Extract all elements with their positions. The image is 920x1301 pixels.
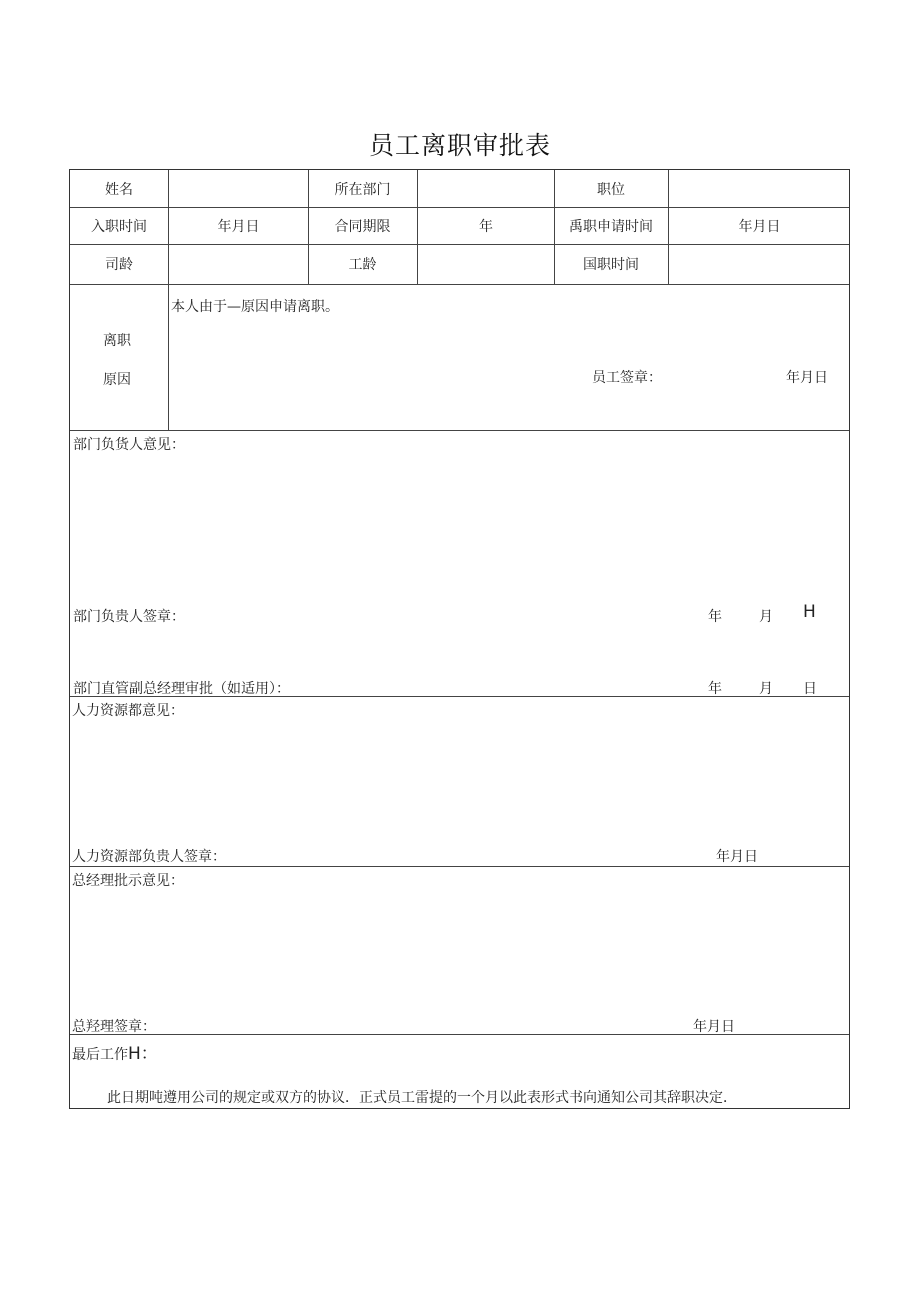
reason-statement[interactable]: 本人由于—原因申请离职。 [171,299,339,315]
work-age-field[interactable] [418,244,554,284]
dept-opinion-label: 部门负货人意见： [73,437,185,453]
vp-approval-year: 年 [708,681,722,697]
employee-signature-label: 员工签章： [592,370,662,386]
apply-date-field[interactable]: 年月日 [738,218,781,235]
work-age-label: 工龄 [348,257,377,273]
position-label: 职位 [597,181,625,198]
dept-signature-year: 年 [708,609,722,625]
leave-date-field[interactable] [669,244,850,284]
gm-signature-date: 年月日 [693,1019,735,1035]
department-label: 所在部门 [334,181,391,198]
contract-term-label: 合同期限 [334,218,391,235]
hr-opinion-label: 人力资源都意见： [72,703,184,719]
hire-date-field[interactable]: 年月日 [217,218,260,235]
vp-approval-label: 部门直管副总经理审批（如适用）： [73,681,290,697]
hr-signature-date: 年月日 [716,849,758,865]
department-field[interactable] [418,170,554,207]
row-divider [70,284,849,285]
name-field[interactable] [169,170,308,207]
gm-opinion-label: 总经理批示意见： [72,873,184,889]
reason-label-line2: 原因 [103,372,131,388]
vp-approval-day: 日 [803,681,817,697]
gm-signature-label: 总羟理签章： [72,1019,156,1035]
dept-signature-month: 月 [759,609,773,625]
resignation-form [69,169,850,1109]
reason-label-line1: 离职 [103,333,131,349]
leave-date-label: 国职时间 [583,257,639,273]
last-day-label [72,1039,158,1064]
contract-term-field[interactable]: 年 [479,218,493,235]
row-divider [70,866,849,867]
row-divider [70,430,849,431]
seniority-field[interactable] [169,244,308,284]
seniority-label: 司龄 [105,257,133,273]
hire-date-label: 入职时间 [91,218,147,235]
position-field[interactable] [669,170,850,207]
last-day-label-suffix: H： [128,1044,158,1064]
apply-date-label: 禹职申请时间 [569,218,653,235]
hr-signature-label: 人力资源部负贵人签章： [72,849,226,865]
employee-signature-date: 年月日 [786,370,828,386]
name-label: 姓名 [105,181,133,198]
last-day-label-prefix: 最后工作 [72,1047,128,1063]
last-day-note: 此日期吨遵用公司的规定或双方的协议．正式员工雷提的一个月以此表形式书向通知公司其辞职决定． [107,1090,737,1106]
vp-approval-month: 月 [759,681,773,697]
dept-signature-label: 部门负贵人签章： [73,609,185,625]
page-title: 员工离职审批表 [368,131,551,160]
dept-signature-day: H [803,602,816,622]
